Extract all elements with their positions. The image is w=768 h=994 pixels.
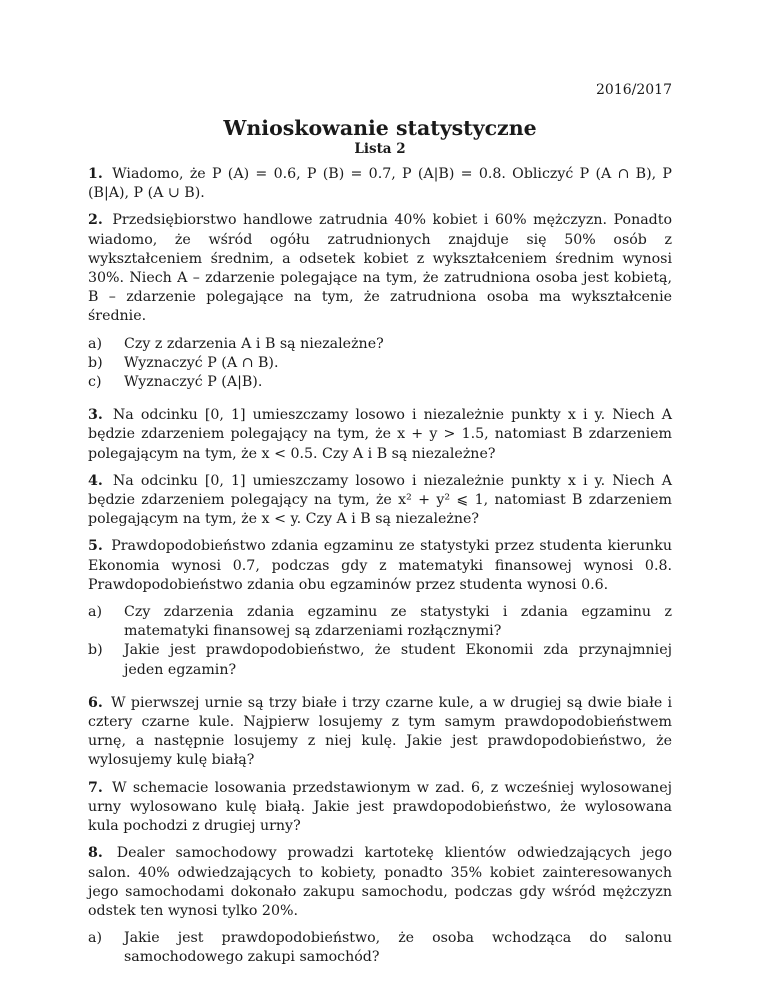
problem-text: Dealer samochodowy prowadzi kartotekę klientów odwiedzających jego salon. 40% odwiedzających to kobiety, ponadto 35% kobiet zainteresowanych jego samochodami dokonało zakupu samochodu, podczas gdy wśród mężczyzn odstek ten wynosi tylko 20%.	[88, 845, 672, 919]
problem-number: 2.	[88, 212, 103, 229]
subquestion	[88, 641, 672, 679]
academic-year: 2016/2017	[596, 82, 672, 98]
problem-6	[88, 694, 672, 771]
problem-text: Prawdopodobieństwo zdania egzaminu ze statystyki przez studenta kierunku Ekonomia wynosi 0.7, podczas gdy z matematyki finansowej wynosi 0.8. Prawdopodobieństwo zdania obu egzaminów przez studenta wynosi 0.6.	[88, 538, 672, 593]
subquestion-text: Czy z zdarzenia A i B są niezależne?	[124, 335, 384, 352]
document-title: Wnioskowanie statystyczne	[223, 116, 537, 140]
document-subtitle: Lista 2	[354, 141, 406, 157]
subquestion	[88, 373, 672, 392]
problem-7	[88, 779, 672, 837]
problem-number: 4.	[88, 472, 103, 489]
subquestion	[88, 603, 672, 641]
problem-number: 1.	[88, 166, 103, 182]
subquestion-label: c)	[88, 374, 102, 391]
subquestion-text: Jakie jest prawdopodobieństwo, że osoba wchodząca do salonu samochodowego zakupi samochód?	[124, 930, 672, 966]
problem-number: 3.	[88, 407, 103, 424]
problem-text: Przedsiębiorstwo handlowe zatrudnia 40% kobiet i 60% mężczyzn. Ponadto wiadomo, że wśród ogółu zatrudnionych znajduje się 50% osób z wykształceniem średnim, a odsetek kobiet z wykształceniem średnim wynosi 30%. Niech A – zdarzenie polegające na tym, że zatrudniona osoba jest kobietą, B – zdarzenie polegające na tym, że zatrudniona osoba ma wykształcenie średnie.	[88, 212, 672, 325]
subquestion-label: a)	[88, 604, 102, 621]
problem-8-subquestions	[88, 929, 672, 967]
problem-text: Na odcinku [0, 1] umieszczamy losowo i niezależnie punkty x i y. Niech A będzie zdarzeniem polegający na tym, że x² + y² ⩽ 1, natomiast B zdarzeniem polegającym na tym, że x < y. Czy A i B są niezależne?	[88, 472, 673, 528]
problem-2	[88, 211, 672, 326]
subquestion	[88, 354, 672, 373]
problem-list	[88, 165, 672, 982]
problem-5	[88, 537, 672, 595]
problem-8	[88, 844, 672, 921]
subquestion-text: Czy zdarzenia zdania egzaminu ze statystyki i zdania egzaminu z matematyki finansowej są zdarzeniami rozłącznymi?	[124, 604, 672, 640]
subquestion-text: Jakie jest prawdopodobieństwo, że student Ekonomii zda przynajmniej jeden egzamin?	[124, 642, 672, 678]
problem-text: Wiadomo, że P (A) = 0.6, P (B) = 0.7, P (A|B) = 0.8. Obliczyć P (A ∩ B), P (B|A), P (A ∪ B).	[88, 166, 672, 202]
problem-number: 7.	[88, 779, 103, 796]
subquestion-label: a)	[88, 930, 102, 947]
problem-3	[88, 406, 672, 464]
problem-number: 6.	[88, 694, 103, 711]
problem-text: Na odcinku [0, 1] umieszczamy losowo i niezależnie punkty x i y. Niech A będzie zdarzeniem polegający na tym, że x + y > 1.5, natomiast B zdarzeniem polegającym na tym, że x < 0.5. Czy A i B są niezależne?	[88, 407, 673, 462]
subquestion-label: b)	[88, 642, 103, 659]
problem-number: 8.	[88, 845, 103, 862]
problem-5-subquestions	[88, 603, 672, 680]
subquestion-label: b)	[88, 354, 103, 371]
problem-text: W schemacie losowania przedstawionym w zad. 6, z wcześniej wylosowanej urny wylosowano kulę białą. Jakie jest prawdopodobieństwo, że wylosowana kula pochodzi z drugiej urny?	[88, 779, 672, 835]
problem-2-subquestions	[88, 335, 672, 393]
problem-text: W pierwszej urnie są trzy białe i trzy czarne kule, a w drugiej są dwie białe i cztery czarne kule. Najpierw losujemy z tym samym prawdopodobieństwem urnę, a następnie losujemy z niej kulę. Jakie jest prawdopodobieństwo, że wylosujemy kulę białą?	[88, 694, 672, 769]
subquestion-text: Wyznaczyć P (A|B).	[124, 374, 263, 391]
subquestion	[88, 335, 672, 354]
problem-number: 5.	[88, 538, 103, 555]
subquestion-label: a)	[88, 335, 102, 352]
subquestion-text: Wyznaczyć P (A ∩ B).	[124, 354, 279, 371]
problem-1	[88, 165, 672, 203]
subquestion	[88, 929, 672, 967]
problem-4	[88, 472, 672, 530]
